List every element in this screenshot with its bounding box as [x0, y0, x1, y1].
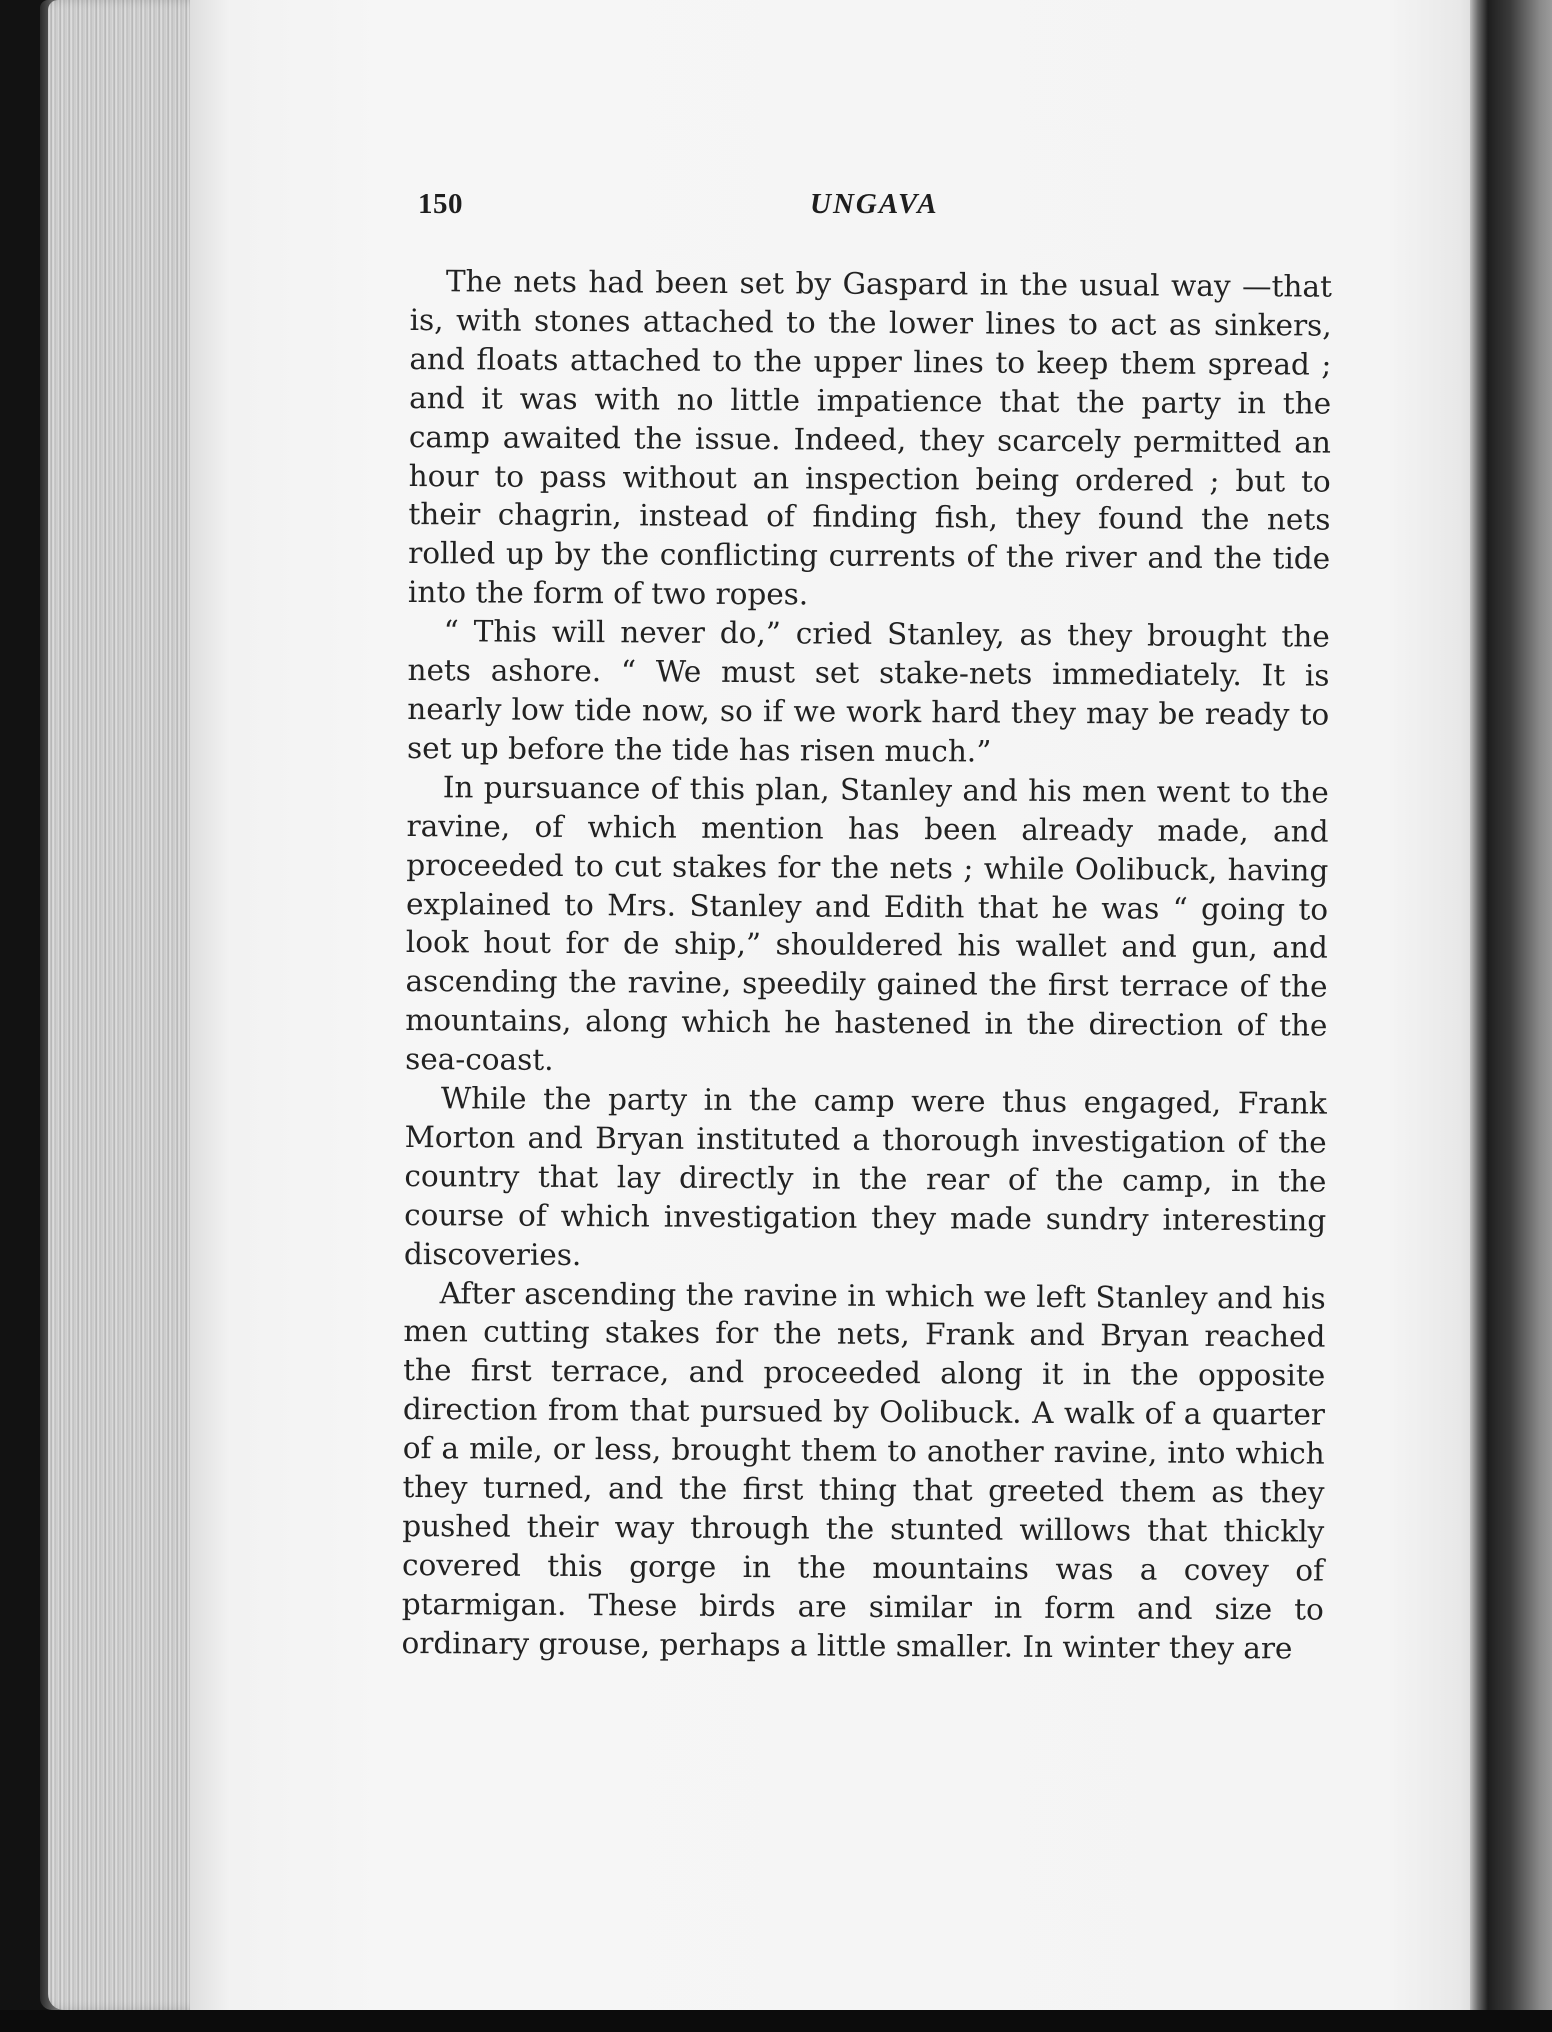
- book-gutter: [1470, 0, 1552, 2032]
- bottom-shadow: [0, 2010, 1552, 2032]
- paragraph-2: “ This will never do,” cried Stanley, as they brought the nets ashore. “ We must set stake-nets immediately. It is nearly low tide now, so if we work hard they may be ready to set up before the tide has risen much.”: [406, 614, 1330, 769]
- running-head: [418, 188, 1334, 228]
- paragraph-1: The nets had been set by Gaspard in the usual way —that is, with stones attached to the lower lines to act as sinkers, and floats attached to the upper lines to keep them spread ; and it was with no little impatience that the party in the camp awaited the issue. Indeed, they scarcely permitted an hour to pass without an inspection being ordered ; but to their chagrin, instead of finding fish, they found the nets rolled up by the conflicting currents of the river and the tide into the form of two ropes.: [407, 264, 1332, 612]
- paragraph-4: While the party in the camp were thus engaged, Frank Morton and Bryan instituted a thorough investigation of the country that lay directly in the rear of the camp, in the course of which investigation they made sundry interesting discoveries.: [403, 1081, 1327, 1272]
- page-number: 150: [418, 188, 463, 220]
- running-title: UNGAVA: [810, 188, 939, 220]
- paragraph-3: In pursuance of this plan, Stanley and his men went to the ravine, of which mention has been already made, and proceeded to cut stakes for the nets ; while Oolibuck, having explained to Mrs. Stanley and Edith that he was “ going to look hout for de ship,” shouldered his wallet and gun, and ascending the ravine, speedily gained the first terrace of the mountains, along which he hastened in the direction of the sea-coast.: [405, 769, 1329, 1078]
- body-text: [401, 262, 1332, 1668]
- paragraph-5: After ascending the ravine in which we left Stanley and his men cutting stakes for the nets, Frank and Bryan reached the first terrace, and proceeded along it in the opposite direction from that pursued by Oolibuck. A walk of a quarter of a mile, or less, brought them to another ravine, into which they turned, and the first thing that greeted them as they pushed their way through the stunted willows that thickly covered this gorge in the mountains was a covey of ptarmigan. These birds are similar in form and size to ordinary grouse, perhaps a little smaller. In winter they are: [401, 1275, 1326, 1666]
